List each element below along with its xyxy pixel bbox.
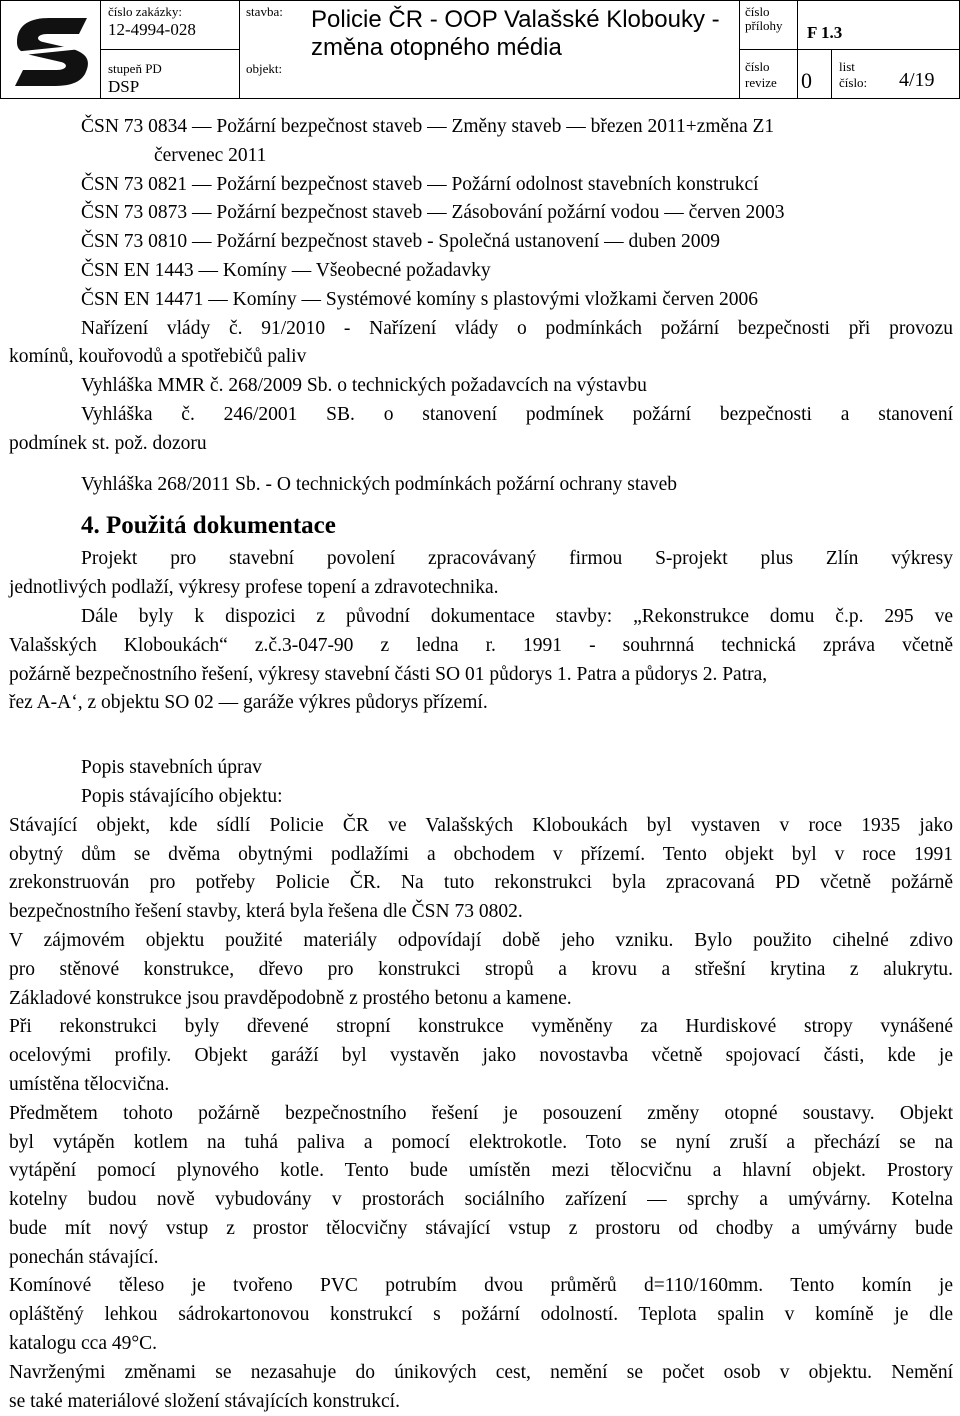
standard-line: ČSN EN 14471 — Komíny — Systémové komíny s plastovými vložkami červen 2006 xyxy=(81,288,759,310)
section-heading: 4. Použitá dokumentace xyxy=(81,512,336,540)
standard-line: ČSN 73 0873 — Požární bezpečnost staveb — Zásobování požární vodou — červen 2003 xyxy=(81,202,785,224)
sheet-number: 4/19 xyxy=(899,69,935,91)
sheet-label-2: číslo: xyxy=(839,75,868,90)
paragraph-line: bude mít nový vstup z prostor tělocvičny stávající vstup z prostoru od chodby a umývárny bude xyxy=(9,1217,953,1239)
paragraph-line: Navrženými změnami se nezasahuje do únikových cest, nemění se počet osob v objektu. Nemění xyxy=(9,1361,953,1383)
paragraph-line: byl vytápěn kotlem na tuhá paliva a pomocí elektrokotle. Toto se nyní zruší a přechází se na xyxy=(9,1131,953,1153)
paragraph-line: Dále byly k dispozici z původní dokumentace stavby: „Rekonstrukce domu č.p. 295 ve xyxy=(81,605,953,627)
regulation-line: Vyhláška MMR č. 268/2009 Sb. o technických požadavcích na výstavbu xyxy=(81,375,647,397)
standard-line: ČSN 73 0834 — Požární bezpečnost staveb — Změny staveb — březen 2011+změna Z1 xyxy=(81,116,775,137)
paragraph-line: kotelny budou nově vybudovány v prostorách sociálního zařízení — sprchy a umývárny. Kotelna xyxy=(9,1189,953,1211)
paragraph-line: Při rekonstrukci byly dřevené stropní konstrukce vyměněny za Hurdiskové stropy vynášené xyxy=(9,1016,953,1038)
paragraph-line: umístěna tělocvična. xyxy=(9,1073,170,1095)
paragraph-line: Základové konstrukce jsou pravděpodobně z prostého betonu a kamene. xyxy=(9,987,572,1009)
attachment-label-2: přílohy xyxy=(745,18,783,33)
revision-label-1: číslo xyxy=(745,59,770,74)
regulation-line: komínů, kouřovodů a spotřebičů paliv xyxy=(9,346,307,368)
stage-label: stupeň PD xyxy=(108,61,162,76)
paragraph-line: Stávající objekt, kde sídlí Policie ČR ve Valašských Kloboukách byl vystaven v roce 1935 jako xyxy=(9,814,953,836)
sheet-label-1: list xyxy=(839,59,855,74)
regulation-line: Vyhláška 268/2011 Sb. - O technických podmínkách požární ochrany staveb xyxy=(81,473,678,495)
revision-label-2: revize xyxy=(745,75,777,90)
order-number: 12-4994-028 xyxy=(108,20,196,39)
regulation-line: Vyhláška č. 246/2001 SB. o stanovení podmínek požární bezpečnosti a stanovení xyxy=(81,403,953,425)
standard-line: červenec 2011 xyxy=(154,144,267,166)
paragraph-line: Projekt pro stavební povolení zpracovávaný firmou S-projekt plus Zlín výkresy xyxy=(81,548,953,570)
paragraph-line: katalogu cca 49°C. xyxy=(9,1333,158,1355)
revision-number: 0 xyxy=(801,68,812,93)
regulation-line: Nařízení vlády č. 91/2010 - Nařízení vlády o podmínkách požární bezpečnosti při provozu xyxy=(81,317,953,339)
company-logo xyxy=(9,10,94,90)
object-label: objekt: xyxy=(246,61,283,76)
standard-line: ČSN 73 0810 — Požární bezpečnost staveb - Společná ustanovení — duben 2009 xyxy=(81,231,721,253)
paragraph-line: zrekonstruován pro potřeby Policie ČR. Na tuto rekonstrukci byla zpracovaná PD včetně požárně xyxy=(9,872,953,894)
subsection-title: Popis stavebních úprav xyxy=(81,757,262,779)
order-number-label: číslo zakázky: xyxy=(108,4,182,19)
attachment-number: F 1.3 xyxy=(807,23,843,42)
paragraph-line: V zájmovém objektu použité materiály odpovídají době jeho vzniku. Bylo použito cihelné zdivo xyxy=(9,929,953,951)
paragraph-line: požárně bezpečnostního řešení, výkresy stavební části SO 01 půdorys 1. Patra a půdorys 2. Patra, xyxy=(9,663,768,685)
paragraph-line: Valašských Kloboukách“ z.č.3-047-90 z ledna r. 1991 - souhrnná technická zpráva včetně xyxy=(9,634,953,656)
paragraph-line: Předmětem tohoto požárně bezpečnostního řešení je posouzení změny otopné soustavy. Objekt xyxy=(9,1102,953,1124)
paragraph-line: se také materiálové složení stávajících konstrukcí. xyxy=(9,1390,400,1412)
stage-value: DSP xyxy=(108,77,140,96)
paragraph-line: řez A-A‘, z objektu SO 02 — garáže výkres půdorys přízemí. xyxy=(9,692,488,714)
project-title-line2: změna otopného média xyxy=(311,34,562,61)
document-body xyxy=(9,113,953,1416)
paragraph-line: jednotlivých podlaží, výkresy profese topení a zdravotechnika. xyxy=(9,577,499,599)
title-block xyxy=(0,0,960,99)
subsection-title: Popis stávajícího objektu: xyxy=(81,785,283,807)
standard-line: ČSN 73 0821 — Požární bezpečnost staveb — Požární odolnost stavebních konstrukcí xyxy=(81,173,759,195)
paragraph-line: pro stěnové konstrukce, dřevo pro konstrukci stropů a krovu a střešní krytina z alukrytu. xyxy=(9,958,953,980)
paragraph-line: obytný dům se dvěma obytnými podlažími a obchodem v přízemí. Tento objekt byl v roce 1991 xyxy=(9,843,953,865)
paragraph-line: ocelovými profily. Objekt garáží byl vystavěn jako novostavba včetně spojovací části, kde je xyxy=(9,1045,953,1067)
paragraph-line: opláštěný lehkou sádrokartonovou konstrukcí s požární odolností. Teplota spalin v komíně je dle xyxy=(9,1304,953,1326)
standard-line: ČSN EN 1443 — Komíny — Všeobecné požadavky xyxy=(81,259,491,281)
building-label: stavba: xyxy=(246,4,283,19)
paragraph-line: bezpečnostního řešení stavby, která byla řešena dle ČSN 73 0802. xyxy=(9,901,523,923)
paragraph-line: ponechán stávající. xyxy=(9,1246,159,1268)
attachment-label-1: číslo xyxy=(745,4,770,19)
project-title-line1: Policie ČR - OOP Valašské Klobouky - xyxy=(311,6,720,33)
regulation-line: podmínek st. pož. dozoru xyxy=(9,432,207,454)
paragraph-line: Komínové těleso je tvořeno PVC potrubím dvou průměrů d=110/160mm. Tento komín je xyxy=(9,1275,953,1297)
paragraph-line: vytápění pomocí plynového kotle. Tento bude umístěn mezi tělocvičnu a hlavní objekt. Prostory xyxy=(9,1160,953,1182)
